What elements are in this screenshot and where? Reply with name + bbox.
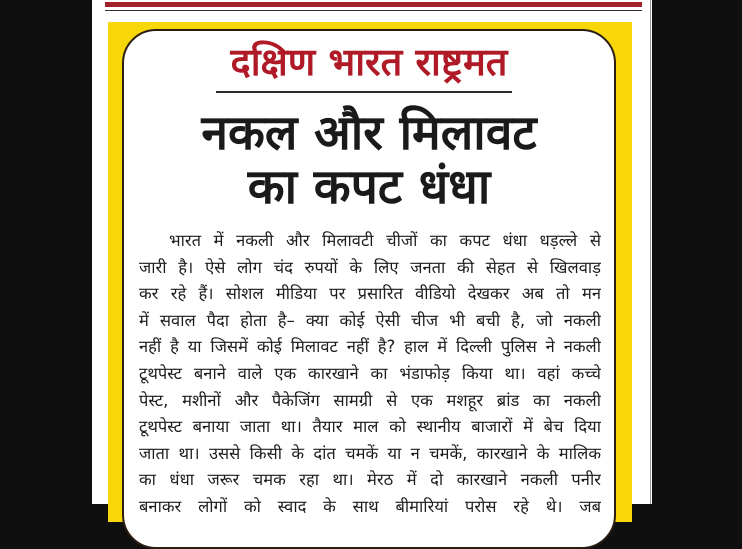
body-line: कर रहे हैं। सोशल मीडिया पर प्रसारित वीडियो देखकर अब तो मन — [139, 284, 601, 304]
page-edge-divider — [650, 0, 651, 504]
body-line: बनाकर लोगों को स्वाद के साथ बीमारियां परोस रहे थे। जब — [139, 496, 601, 516]
body-line: टूथपेस्ट बनाया जाता था। तैयार माल को स्थानीय बाजारों में बेच दिया — [139, 417, 601, 437]
article-body — [139, 228, 601, 521]
masthead-underline — [216, 91, 512, 93]
body-line: भारत में नकली और मिलावटी चीजों का कपट धंधा धड़ल्ले से — [169, 231, 601, 250]
top-thin-rule — [105, 10, 642, 11]
masthead-title: दक्षिण भारत राष्ट्रमत — [230, 40, 508, 84]
body-line: में सवाल पैदा होता है– क्या कोई ऐसी चीज भी बची है, जो नकली — [139, 310, 601, 330]
body-line: नहीं है या जिसमें कोई मिलावट नहीं है? हाल में दिल्ली पुलिस ने नकली — [139, 337, 601, 357]
article-headline — [122, 106, 616, 214]
body-line: पेस्ट, मशीनों और पैकेजिंग सामग्री से एक मशहूर ब्रांड का नकली — [139, 390, 601, 410]
top-red-rule — [105, 2, 642, 7]
body-line: टूथपेस्ट बनाने वाले एक कारखाने का भंडाफोड़ किया था। वहां कच्चे — [139, 363, 601, 383]
body-line: का धंधा जरूर चमक रहा था। मेरठ में दो कारखाने नकली पनीर — [139, 470, 601, 490]
headline-line-1: नकल और मिलावट — [201, 105, 537, 161]
body-line: जारी है। ऐसे लोग चंद रुपयों के लिए जनता की सेहत से खिलवाड़ — [139, 257, 601, 277]
body-line: जाता था। उससे किसी के दांत चमकें या न चमकें, कारखाने के मालिक — [139, 443, 601, 463]
headline-line-2: का कपट धंधा — [247, 159, 491, 215]
